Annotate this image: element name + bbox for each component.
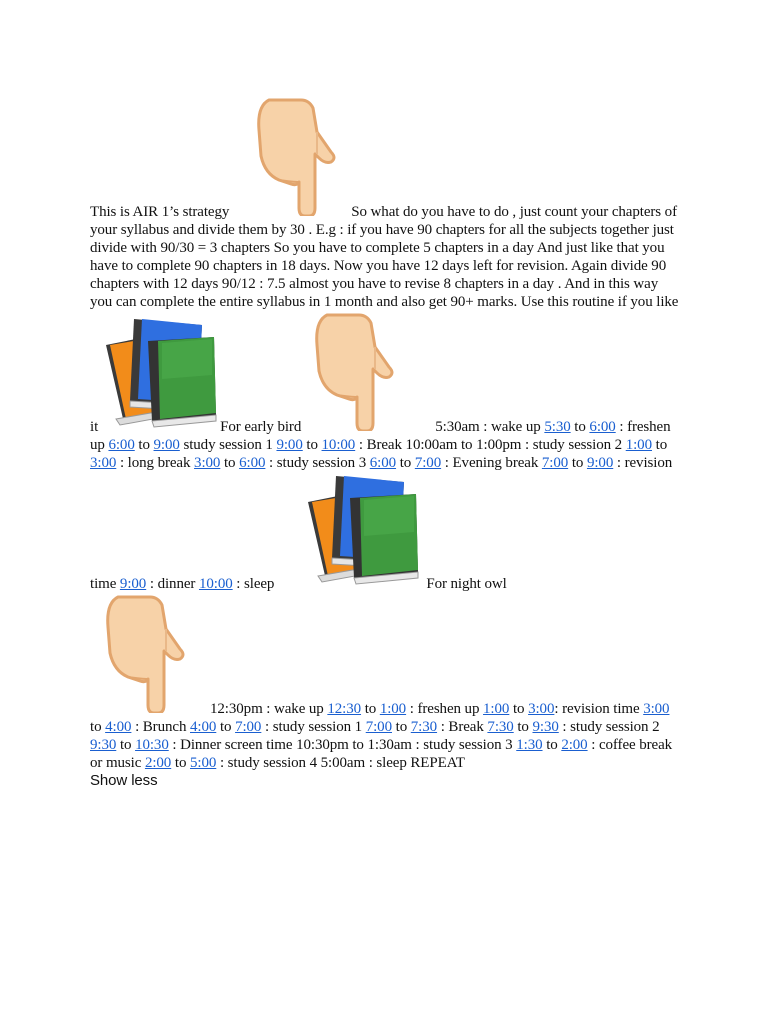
time-link[interactable]: 7:30 [487, 719, 514, 735]
time-link[interactable]: 4:00 [105, 719, 132, 735]
time-link[interactable]: 9:00 [586, 455, 614, 471]
pointing-down-hand-icon [106, 593, 196, 713]
time-link[interactable]: 1:00 [483, 701, 510, 717]
time-link[interactable]: 9:00 [119, 576, 147, 592]
time-link[interactable]: 7:30 [410, 719, 438, 735]
time-link[interactable]: 2:00 [144, 755, 172, 771]
books-icon [304, 472, 422, 588]
time-link[interactable]: 1:00 [625, 437, 652, 453]
time-link[interactable]: 5:00 [190, 755, 217, 771]
time-link[interactable]: 10:00 [321, 437, 356, 453]
time-link[interactable]: 6:00 [369, 455, 397, 471]
intro-text: This is AIR 1’s strategy [90, 204, 230, 220]
time-link[interactable]: 3:00 [643, 701, 670, 717]
post-body: This is AIR 1’s strategy So what do you have to do , just count your chapters of your syllabus and divide them by 30 . E.g : if you have 90 chapters for all the subjects together just divide with 90/30 = 3 chapters So you have to complete 5 chapters in a day And just like that you have to complete 90 chapters in 18 days. Now you have 12 days left for revision. Again divide 90 chapters with 12 days 90/12 : 7.5 almost you have to revise 8 chapters in a day . And in this way you can complete the entire syllabus in 1 month and also get 90+ marks. Use this routine if you like it For early bird 5:30am : wake up 5:30 to 6:00 : freshen up 6:00 to 9:00 study session 1 9:00 to 10:00 : Break 10:00am to 1:00pm : study session 2 1:00 to 3:00 : long break 3:00 to 6:00 : study session 3 6:00 to 7:00 : Evening break 7:00 to 9:00 : revision time 9:00 : dinner 10:00 : sleep For night owl 12:30pm : wake up 12:30 to 1:00 : freshen up 1:00 to 3:00: revision time 3:00 to 4:00 : Brunch 4:00 to 7:00 : study session 1 7:00 to 7:30 : Break 7:30 to 9:30 : study session 2 9:30 to 10:30 : Dinner screen time 10:30pm to 1:30am : study session 3 1:30 to 2:00 : coffee break or music 2:00 to 5:00 : study session 4 5:00am : sleep REPEAT Show less [90, 96, 680, 790]
time-link[interactable]: 6:00 [589, 419, 616, 435]
strategy-paragraph: So what do you have to do , just count your chapters of your syllabus and divide them by 30 . E.g : if you have 90 chapters for all the subjects together just divide with 90/30 = 3 chapters So you have to complete 5 chapters in a day And just like that you have to complete 90 chapters in 18 days. Now you have 12 days left for revision. Again divide 90 chapters with 12 days 90/12 : 7.5 almost you have to revise 8 chapters in a day . And in this way you can complete the entire syllabus in 1 month and also get 90+ marks. Use this routine if you like it [90, 204, 679, 435]
pointing-down-hand-icon [315, 311, 405, 431]
time-link[interactable]: 6:00 [239, 455, 266, 471]
books-icon [102, 315, 220, 431]
time-link[interactable]: 12:30 [327, 701, 362, 717]
early-wake: 5:30am : wake up [435, 419, 541, 435]
time-link[interactable]: 10:00 [198, 576, 233, 592]
time-link[interactable]: 7:00 [235, 719, 262, 735]
night-wake: 12:30pm : wake up [210, 701, 324, 717]
time-link[interactable]: 10:30 [135, 737, 169, 753]
time-link[interactable]: 3:00 [528, 701, 555, 717]
time-link[interactable]: 3:00 [194, 455, 221, 471]
time-link[interactable]: 7:00 [414, 455, 442, 471]
early-bird-label: For early bird [220, 419, 302, 435]
time-link[interactable]: 2:00 [561, 737, 588, 753]
time-link[interactable]: 7:00 [365, 719, 392, 735]
time-link[interactable]: 4:00 [190, 719, 217, 735]
time-link[interactable]: 6:00 [108, 437, 135, 453]
time-link[interactable]: 7:00 [541, 455, 569, 471]
time-link[interactable]: 9:00 [276, 437, 303, 453]
time-link[interactable]: 1:00 [379, 701, 407, 717]
time-link[interactable]: 5:30 [544, 419, 571, 435]
time-link[interactable]: 9:30 [90, 737, 117, 753]
night-owl-label: For night owl [426, 576, 507, 592]
time-link[interactable]: 9:00 [153, 437, 180, 453]
show-less-button[interactable]: Show less [90, 772, 158, 789]
time-link[interactable]: 9:30 [532, 719, 559, 735]
time-link[interactable]: 3:00 [90, 455, 117, 471]
pointing-down-hand-icon [257, 96, 347, 216]
time-link[interactable]: 1:30 [516, 737, 543, 753]
